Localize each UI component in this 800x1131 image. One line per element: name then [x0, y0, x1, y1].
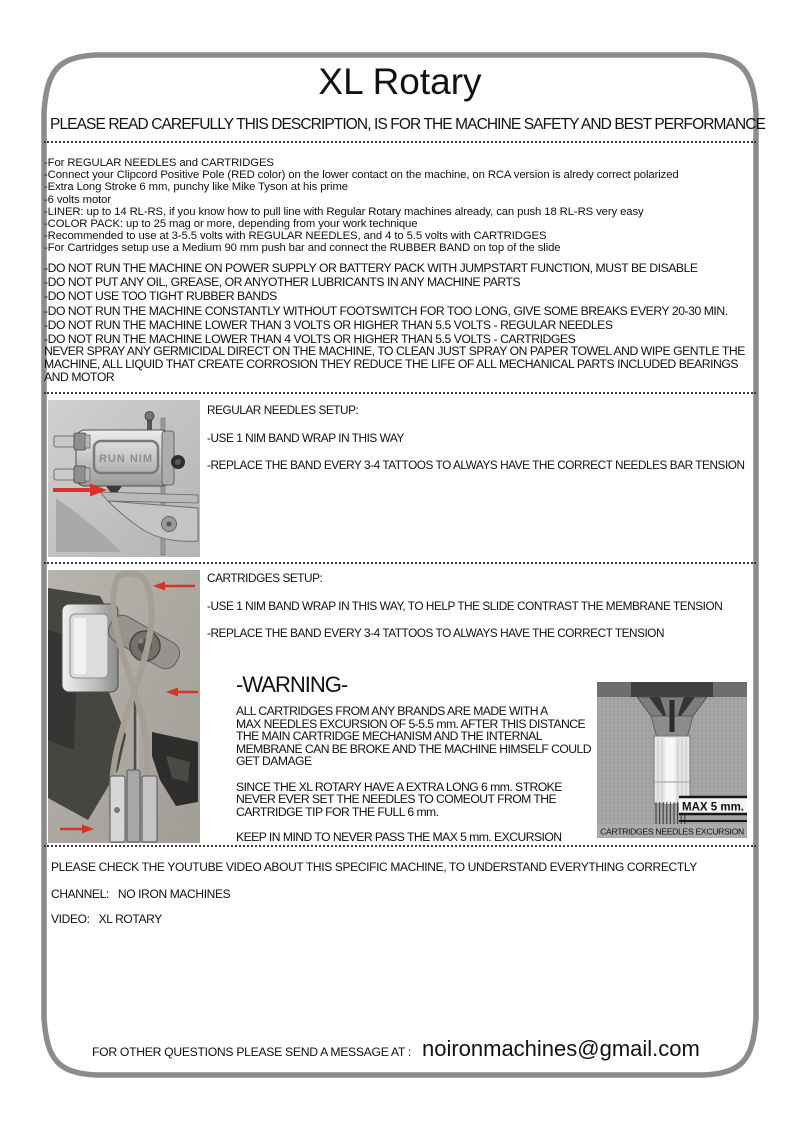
dont-item: -DO NOT RUN THE MACHINE LOWER THAN 4 VOLTS OR HIGHER THAN 5.5 VOLTS - CARTRIDGES	[44, 332, 576, 347]
feature-item: -LINER: up to 14 RL-RS, if you know how to pull line with Regular Rotary machines already, can push 18 RL-RS very easy	[44, 205, 644, 218]
setup-item: -USE 1 NIM BAND WRAP IN THIS WAY, TO HELP THE SLIDE CONTRAST THE MEMBRANE TENSION	[207, 598, 723, 613]
dotted-separator	[44, 562, 756, 564]
note-line: AND MOTOR	[44, 369, 115, 384]
safety-notice: PLEASE READ CAREFULLY THIS DESCRIPTION, IS FOR THE MACHINE SAFETY AND BEST PERFORMANCE	[50, 116, 765, 133]
cartridge-excursion-photo	[597, 682, 747, 838]
bolt-highlight	[139, 639, 144, 644]
setup-item: -REPLACE THE BAND EVERY 3-4 TATTOOS TO ALWAYS HAVE THE CORRECT TENSION	[207, 626, 665, 640]
warning-line: MAX NEEDLES EXCURSION OF 5-5.5 mm. AFTER THIS DISTANCE	[236, 716, 586, 731]
setup-item: -USE 1 NIM BAND WRAP IN THIS WAY	[207, 430, 404, 445]
dont-item: -DO NOT RUN THE MACHINE CONSTANTLY WITHOUT FOOTSWITCH FOR TOO LONG, GIVE SOME BREAKS EVERY 20-30 MIN.	[44, 303, 728, 318]
channel-label: CHANNEL:	[51, 887, 109, 901]
dotted-separator	[44, 845, 756, 847]
warning-paragraph	[236, 781, 591, 819]
dotted-separator	[44, 141, 756, 143]
photo-caption: CARTRIDGES NEEDLES EXCURSION	[600, 826, 744, 837]
video-name: XL ROTARY	[98, 912, 162, 926]
feature-item: -Extra Long Stroke 6 mm, punchy like Mike Tyson at his prime	[44, 181, 348, 194]
cartridges-setup-photo	[48, 570, 200, 843]
video-channel-line	[51, 887, 230, 901]
engraving-label: RUN NIM	[98, 453, 154, 465]
warning-line: MEMBRANE CAN BE BROKE AND THE MACHINE HIMSELF COULD	[236, 741, 592, 756]
regular-setup-section	[207, 403, 745, 486]
center-pin	[670, 700, 675, 732]
section-heading: CARTRIDGES SETUP:	[207, 571, 323, 585]
cartridges-setup-section	[207, 571, 722, 654]
dont-item: -DO NOT PUT ANY OIL, GREASE, OR ANYOTHER LUBRICANTS IN ANY MACHINE PARTS	[44, 275, 521, 290]
dotted-separator	[44, 392, 756, 394]
regular-setup-photo	[48, 400, 200, 557]
warning-line: THE MAIN CARTRIDGE MECHANISM AND THE INTERNAL	[236, 729, 542, 743]
feature-item: -For REGULAR NEEDLES and CARTRIDGES	[44, 157, 274, 169]
warning-paragraph	[236, 831, 591, 844]
video-label: VIDEO:	[51, 912, 90, 926]
note-line: NEVER SPRAY ANY GERMICIDAL DIRECT ON THE MACHINE, TO CLEAN JUST SPRAY ON PAPER TOWEL AND WIPE GENTLE THE	[44, 344, 745, 358]
setup-item: -REPLACE THE BAND EVERY 3-4 TATTOOS TO ALWAYS HAVE THE CORRECT NEEDLES BAR TENSION	[207, 458, 745, 472]
video-intro-line: PLEASE CHECK THE YOUTUBE VIDEO ABOUT THIS SPECIFIC MACHINE, TO UNDERSTAND EVERYTHING CORRECTLY	[51, 860, 697, 874]
cartridge-highlight	[665, 738, 675, 804]
channel-name: NO IRON MACHINES	[117, 887, 231, 901]
contact-email: noironmachines@gmail.com	[421, 1036, 700, 1061]
germicidal-note	[44, 345, 745, 383]
footer-contact	[92, 1036, 700, 1062]
features-list	[44, 157, 679, 255]
max-excursion-badge: MAX 5 mm.	[682, 801, 744, 814]
rear-knob-center	[175, 459, 181, 465]
video-title-line	[51, 912, 162, 926]
section-heading: REGULAR NEEDLES SETUP:	[207, 403, 359, 417]
warning-line: CARTRIDGE TIP FOR THE FULL 6 mm.	[236, 804, 439, 819]
note-line: MACHINE, ALL LIQUID THAT CREATE CORROSION THEY REDUCE THE LIFE OF ALL MECHANICAL PARTS INCLUDED BEARINGS	[44, 356, 739, 371]
warning-line: NEVER EVER SET THE NEEDLES TO COMEOUT FROM THE	[236, 792, 557, 806]
dont-item: -DO NOT RUN THE MACHINE ON POWER SUPPLY OR BATTERY PACK WITH JUMPSTART FUNCTION, MUST BE DISABLE	[44, 261, 698, 275]
warning-paragraphs	[236, 705, 591, 857]
warning-line: SINCE THE XL ROTARY HAVE A EXTRA LONG 6 mm. STROKE	[236, 779, 562, 794]
grip-hole-center	[167, 522, 172, 527]
clamp-bar	[127, 770, 140, 842]
grip-band-center	[631, 682, 713, 697]
feature-item: -6 volts motor	[44, 193, 112, 206]
body-end-cap	[162, 431, 174, 485]
warning-heading: -WARNING-	[236, 672, 348, 697]
feature-item: -For Cartridges setup use a Medium 90 mm push bar and connect the RUBBER BAND on top of the slide	[44, 242, 561, 255]
warning-line: GET DAMAGE	[236, 754, 312, 768]
dont-item: -DO NOT USE TOO TIGHT RUBBER BANDS	[44, 289, 277, 304]
top-screw-head	[145, 412, 154, 421]
footer-message: FOR OTHER QUESTIONS PLEASE SEND A MESSAGE AT :	[92, 1045, 411, 1059]
dont-item: -DO NOT RUN THE MACHINE LOWER THAN 3 VOLTS OR HIGHER THAN 5.5 VOLTS - REGULAR NEEDLES	[44, 317, 613, 332]
warning-line: ALL CARTRIDGES FROM ANY BRANDS ARE MADE WITH A	[236, 704, 548, 718]
feature-item: -COLOR PACK: up to 25 mag or more, depending from your work technique	[44, 218, 418, 231]
page-title: XL Rotary	[318, 61, 482, 102]
feature-item: -Recommended to use at 3-5.5 volts with REGULAR NEEDLES, and 4 to 5.5 volts with CARTRIDGES	[44, 230, 547, 243]
slide-highlight	[74, 618, 86, 674]
warning-line: KEEP IN MIND TO NEVER PASS THE MAX 5 mm. EXCURSION	[236, 830, 562, 844]
clamp-bar	[142, 776, 157, 842]
donts-list	[44, 261, 728, 346]
clamp-screw	[114, 807, 120, 813]
feature-item: -Connect your Clipcord Positive Pole (RED color) on the lower contact on the machine, on RCA version is alredy correct polarized	[44, 169, 679, 182]
warning-paragraph	[236, 705, 591, 768]
